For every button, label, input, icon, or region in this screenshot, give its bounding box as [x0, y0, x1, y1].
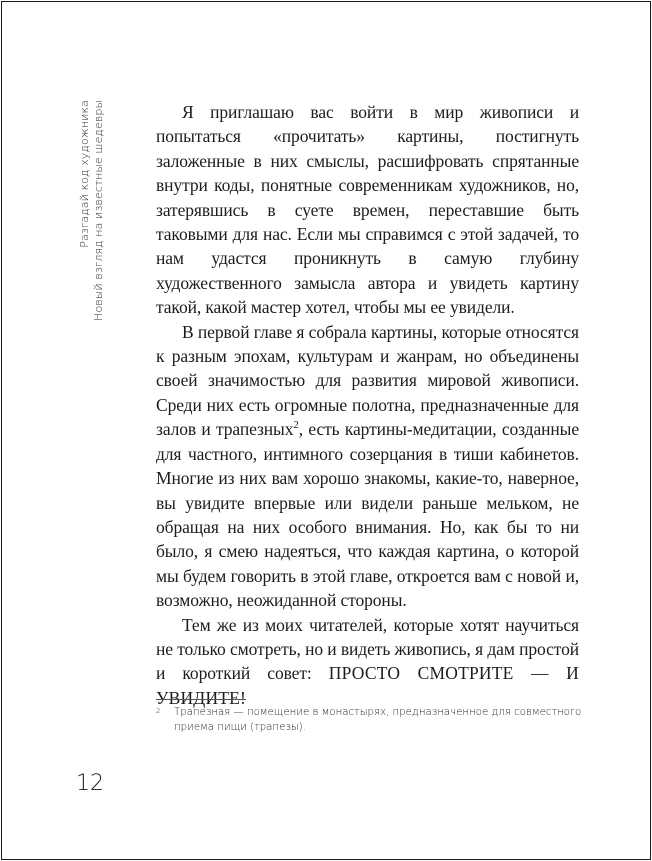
paragraph-2: [156, 320, 579, 613]
book-page: [1, 1, 651, 860]
paragraph-3-text: Тем же из моих читателей, которые хотят научиться не только смотреть, но и видеть живопись, я дам простой и короткий совет:: [156, 614, 579, 684]
footnote: [156, 705, 586, 735]
paragraph-2-part-2: , есть картины-медитации, созданные для частного, интимного созерцания в тиши кабинетов. Многие из них вам хорошо знакомы, какие-то, наверное, вы увидите впервые или видели раньше мельком, не обращая на них особого внимания. Но, как бы то ни было, я смею надеяться, что каждая картина, о которой мы будем говорить в этой главе, откроется вам с новой и, возможно, неожиданной стороны.: [156, 419, 579, 611]
footnote-reference: 2: [293, 419, 299, 432]
running-header-subtitle: Новый взгляд на известные шедевры: [92, 100, 105, 321]
page-number: 12: [76, 771, 104, 796]
footnote-number: 2: [156, 707, 161, 715]
footnote-divider: [156, 699, 246, 700]
footnote-text: Трапезная — помещение в монастырях, предназначенное для совместного приема пищи (трапезы).: [174, 707, 582, 733]
paragraph-2-part-1: В первой главе я собрала картины, которые относятся к разным эпохам, культурам и жанрам, но объединены своей значимостью для развития мировой живописи. Среди них есть огромные полотна, предназначенные для залов и трапезных: [156, 321, 579, 440]
main-text: [156, 100, 579, 710]
running-header-title: Разгадай код художника: [78, 100, 91, 248]
paragraph-3: [156, 613, 579, 711]
running-header: [70, 100, 110, 321]
paragraph-1: Я приглашаю вас войти в мир живописи и попытаться «прочитать» картины, постигнуть заложенные в них смыслы, расшифровать спрятанные внутри коды, понятные современникам художников, но, затерявшись в суете времен, переставшие быть таковыми для нас. Если мы справимся с этой задачей, то нам удастся проникнуть в самую глубину художественного замысла автора и увидеть картину такой, какой мастер хотел, чтобы мы ее увидели.: [156, 102, 579, 318]
paragraph-3-emphasis: ПРОСТО СМОТРИТЕ — И УВИДИТЕ!: [156, 663, 579, 708]
